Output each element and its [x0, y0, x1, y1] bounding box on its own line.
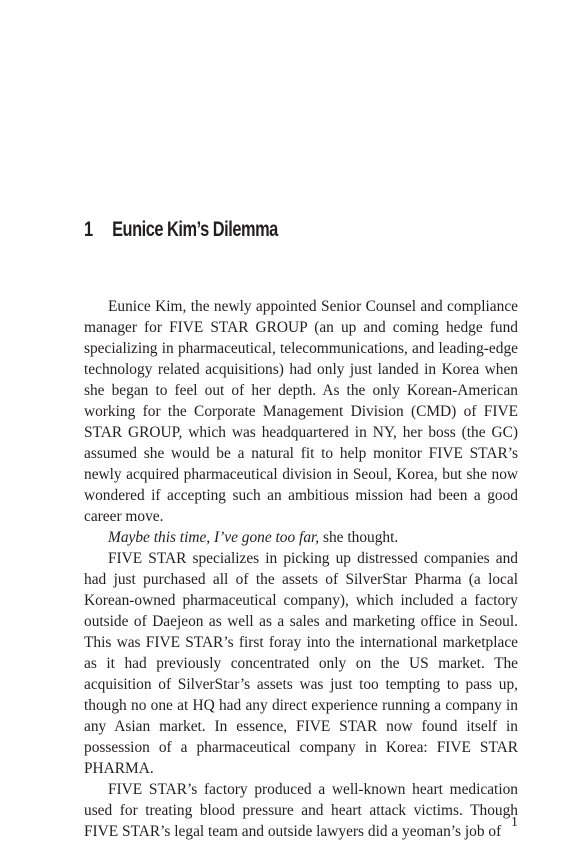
paragraph-4: FIVE STAR’s factory produced a well-known heart medication used for treating blood pressure and heart attack victims. Though FIVE STAR’s legal team and outside lawyers did a yeoman’s job of: [84, 781, 518, 840]
page-number: 1: [511, 815, 518, 830]
paragraph-1: Eunice Kim, the newly appointed Senior Counsel and compliance manager for FIVE STAR GROUP (an up and coming hedge fund specializing in pharmaceutical, telecommunications, and leading-edge technology related acquisitions) had only just landed in Korea when she began to feel out of her depth. As the only Korean-American working for the Corporate Management Division (CMD) of FIVE STAR GROUP, which was headquartered in NY, her boss (the GC) assumed she would be a natural fit to help monitor FIVE STAR’s newly acquired pharmaceutical division in Seoul, Korea, but she now wondered if accepting such an ambitious mission had been a good career move.: [84, 298, 518, 525]
chapter-heading: [84, 218, 278, 242]
paragraph-2-rest: she thought.: [319, 529, 399, 546]
chapter-body: [84, 296, 518, 842]
paragraph-2-italic: Maybe this time, I’ve gone too far,: [108, 529, 320, 546]
chapter-title: Eunice Kim’s Dilemma: [112, 218, 278, 241]
paragraph-3: FIVE STAR specializes in picking up distressed companies and had just purchased all of the assets of SilverStar Pharma (a local Korean-owned pharmaceutical company), which included a factory outside of Daejeon as well as a sales and marketing office in Seoul. This was FIVE STAR’s first foray into the international marketplace as it had previously concentrated only on the US market. The acquisition of SilverStar’s assets was just too tempting to pass up, though no one at HQ had any direct experience running a company in any Asian market. In essence, FIVE STAR now found itself in possession of a pharmaceutical company in Korea: FIVE STAR PHARMA.: [84, 550, 518, 777]
chapter-number: 1: [84, 218, 93, 241]
paragraph-2: [84, 527, 518, 548]
